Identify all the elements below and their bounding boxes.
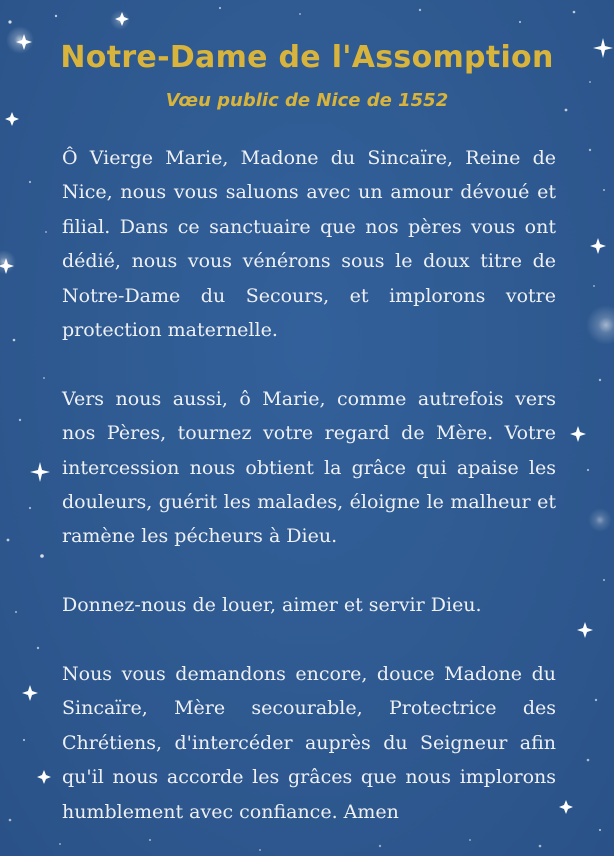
sparkle-star — [30, 462, 50, 482]
sparkle-star — [37, 770, 51, 784]
star-glow — [0, 250, 16, 274]
prayer-paragraph: Donnez-nous de louer, aimer et servir Dieu. — [62, 594, 482, 617]
star-glow — [588, 508, 612, 532]
star-glow — [586, 305, 614, 345]
sparkle-star — [5, 112, 19, 126]
sparkle-star — [577, 622, 593, 638]
sparkle-star — [559, 800, 573, 814]
prayer-paragraph: Vers nous aussi, ô Marie, comme autrefois vers nos Pères, tournez votre regard de Mère. Votre intercession nous obtient la grâce qui apaise les douleurs, guérit les malades, éloigne le malheur et ramène les pécheurs à Dieu. — [62, 387, 556, 548]
prayer-title: Notre-Dame de l'Assomption — [60, 40, 554, 75]
prayer-body — [62, 141, 556, 829]
sparkle-star — [590, 238, 606, 254]
prayer-subtitle: Vœu public de Nice de 1552 — [165, 90, 449, 111]
sparkle-star — [22, 685, 38, 701]
prayer-paragraph: Ô Vierge Marie, Madone du Sincaïre, Reine de Nice, nous vous saluons avec un amour dévoué et filial. Dans ce sanctuaire que nos pères vous ont dédié, nous vous vénérons sous le doux titre de Notre-Dame du Secours, et implorons votre protection maternelle. — [62, 147, 556, 342]
prayer-paragraph: Nous vous demandons encore, douce Madone du Sincaïre, Mère secourable, Protectrice des Chrétiens, d'intercéder auprès du Seigneur afin qu'il nous accorde les grâces que nous implorons humblement avec confiance. Amen — [62, 663, 556, 823]
sparkle-star — [570, 426, 586, 442]
